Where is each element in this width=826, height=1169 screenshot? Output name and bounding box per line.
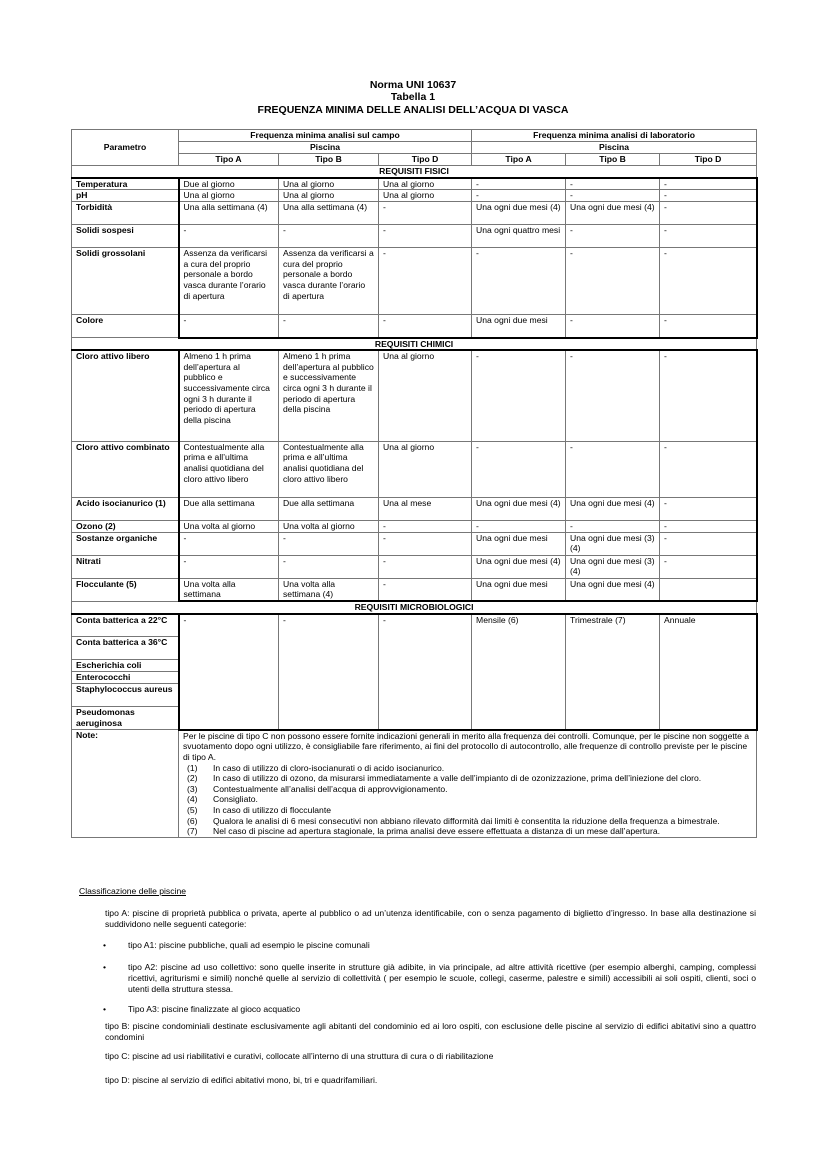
cell: -: [660, 225, 757, 248]
cell: -: [279, 532, 379, 555]
cell: -: [379, 555, 472, 578]
cell: Una ogni due mesi (4): [472, 202, 566, 225]
cell: Una volta al giorno: [279, 520, 379, 532]
note-number: (1): [187, 762, 198, 773]
param-name: Cloro attivo libero: [72, 350, 179, 441]
lab-tipo-a: Tipo A: [472, 154, 566, 166]
note-number: (2): [187, 773, 198, 784]
cell: Una alla settimana (4): [179, 202, 279, 225]
param-header: Parametro: [72, 130, 179, 166]
cell: [660, 578, 757, 601]
cell: -: [660, 532, 757, 555]
table-row: [72, 614, 757, 637]
note-number: (3): [187, 783, 198, 794]
cell: -: [566, 520, 660, 532]
param-name: Solidi sospesi: [72, 225, 179, 248]
table-title: FREQUENZA MINIMA DELLE ANALISI DELL’ACQUA DI VASCA: [257, 104, 569, 116]
cell: Una ogni due mesi (4): [472, 497, 566, 520]
cell: -: [379, 532, 472, 555]
param-name: Temperatura: [72, 178, 179, 190]
table-row: [72, 248, 757, 315]
cell: Una al giorno: [379, 441, 472, 497]
campo-tipo-b: Tipo B: [279, 154, 379, 166]
note-text: Qualora le analisi di 6 mesi consecutivi non abbiano rilevato difformità dai limiti è consentita la riduzione della frequenza a bimestrale.: [213, 815, 720, 826]
cell: -: [279, 225, 379, 248]
note-item: [183, 826, 752, 837]
cell: Una ogni due mesi (4): [566, 578, 660, 601]
cell: -: [566, 350, 660, 441]
classification-title: Classificazione delle piscine: [79, 886, 186, 896]
table-row: [72, 178, 757, 190]
cell: Mensile (6): [472, 614, 566, 730]
cell: Una ogni due mesi: [472, 578, 566, 601]
table-number: Tabella 1: [390, 91, 436, 103]
tipo-b-paragraph: tipo B: piscine condominiali destinate esclusivamente agli abitanti del condominio ed ai loro ospiti, con esclusione delle piscine al servizio di edifici abitativi sino a quattro condomini: [105, 1021, 756, 1042]
cell: -: [179, 614, 279, 730]
cell: -: [660, 315, 757, 338]
param-name: Torbidità: [72, 202, 179, 225]
cell: -: [179, 532, 279, 555]
cell: -: [379, 315, 472, 338]
param-name: Pseudomonas aeruginosa: [72, 707, 179, 730]
note-text: Nel caso di piscine ad apertura stagionale, la prima analisi deve essere effettuata a distanza di un mese dall’apertura.: [213, 826, 660, 837]
tipo-a1-paragraph: tipo A1: piscine pubbliche, quali ad esempio le piscine comunali: [128, 940, 370, 950]
cell: Una ogni quattro mesi: [472, 225, 566, 248]
cell: -: [379, 248, 472, 315]
cell: -: [279, 555, 379, 578]
cell: Una al mese: [379, 497, 472, 520]
tipo-a3-paragraph: Tipo A3: piscine finalizzate al gioco acquatico: [128, 1004, 301, 1014]
notes-label: Note:: [72, 730, 179, 837]
cell: Una ogni due mesi (4): [566, 202, 660, 225]
cell: Una al giorno: [279, 190, 379, 202]
cell: -: [472, 178, 566, 190]
table-row: [72, 555, 757, 578]
tipo-c-paragraph: tipo C: piscine ad usi riabilitativi e curativi, collocate all’interno di una struttura di cura o di riabilitazione: [105, 1051, 494, 1061]
campo-header: Frequenza minima analisi sul campo: [179, 130, 472, 142]
norm-title: Norma UNI 10637: [369, 79, 457, 91]
note-text: Contestualmente all’analisi dell’acqua di approvvigionamento.: [213, 783, 448, 794]
table-row: [72, 190, 757, 202]
param-name: Sostanze organiche: [72, 532, 179, 555]
table-row: [72, 578, 757, 601]
lab-tipo-d: Tipo D: [660, 154, 757, 166]
cell: Una al giorno: [179, 190, 279, 202]
cell: Una volta alla settimana (4): [279, 578, 379, 601]
cell: Assenza da verificarsi a cura del proprio personale a bordo vasca durante l’orario di apertura: [279, 248, 379, 315]
cell: -: [472, 350, 566, 441]
cell: Una alla settimana (4): [279, 202, 379, 225]
note-number: (6): [187, 815, 198, 826]
note-number: (5): [187, 805, 198, 816]
cell: -: [660, 497, 757, 520]
note-item: [183, 763, 752, 774]
note-text: Consigliato.: [213, 794, 258, 805]
cell: Due alla settimana: [279, 497, 379, 520]
cell: Una ogni due mesi (3) (4): [566, 555, 660, 578]
cell: Una al giorno: [379, 190, 472, 202]
note-number: (4): [187, 794, 198, 805]
cell: -: [566, 441, 660, 497]
table-row: [72, 441, 757, 497]
cell: Due al giorno: [179, 178, 279, 190]
param-name: Escherichia coli: [72, 660, 179, 672]
campo-tipo-d: Tipo D: [379, 154, 472, 166]
cell: -: [566, 178, 660, 190]
table-row: [72, 225, 757, 248]
cell: -: [566, 190, 660, 202]
table-row: [72, 497, 757, 520]
cell: -: [179, 225, 279, 248]
table-row: [72, 532, 757, 555]
tipo-a-paragraph: tipo A: piscine di proprietà pubblica o privata, aperte al pubblico o ad un’utenza identificabile, con o senza pagamento di biglietto d’ingresso. In base alla destinazione si suddividono nelle seguenti categorie:: [105, 908, 756, 929]
cell: Una volta al giorno: [179, 520, 279, 532]
bullet-icon: •: [103, 1004, 107, 1014]
table-row: [72, 315, 757, 338]
section-chimici: REQUISITI CHIMICI: [72, 338, 757, 351]
table-row: [72, 350, 757, 441]
cell: -: [660, 202, 757, 225]
lab-tipo-b: Tipo B: [566, 154, 660, 166]
cell: Una ogni due mesi (4): [472, 555, 566, 578]
cell: Una al giorno: [279, 178, 379, 190]
param-name: Colore: [72, 315, 179, 338]
cell: Almeno 1 h prima dell’apertura al pubblico e successivamente circa ogni 3 h durante il periodo di apertura della piscina: [279, 350, 379, 441]
cell: Trimestrale (7): [566, 614, 660, 730]
note-item: [183, 784, 752, 795]
campo-piscina: Piscina: [179, 142, 472, 154]
cell: -: [660, 178, 757, 190]
lab-piscina: Piscina: [472, 142, 757, 154]
cell: -: [566, 225, 660, 248]
cell: -: [472, 190, 566, 202]
notes-content: [179, 730, 757, 837]
cell: Una ogni due mesi (3) (4): [566, 532, 660, 555]
cell: -: [472, 248, 566, 315]
cell: Una ogni due mesi: [472, 315, 566, 338]
cell: Contestualmente alla prima e all’ultima analisi quotidiana del cloro attivo libero: [279, 441, 379, 497]
cell: Una ogni due mesi: [472, 532, 566, 555]
param-name: Conta batterica a 36°C: [72, 637, 179, 660]
tipo-d-paragraph: tipo D: piscine al servizio di edifici abitativi mono, bi, tri e quadrifamiliari.: [105, 1075, 378, 1085]
table-row: [72, 520, 757, 532]
bullet-icon: •: [103, 962, 107, 972]
cell: Contestualmente alla prima e all’ultima analisi quotidiana del cloro attivo libero: [179, 441, 279, 497]
note-item: [183, 805, 752, 816]
cell: -: [660, 555, 757, 578]
cell: Una al giorno: [379, 178, 472, 190]
note-item: [183, 816, 752, 827]
param-name: Staphylococcus aureus: [72, 684, 179, 707]
cell: Una ogni due mesi (4): [566, 497, 660, 520]
param-name: Ozono (2): [72, 520, 179, 532]
note-text: In caso di utilizzo di ozono, da misurarsi immediatamente a valle dell’impianto di de ozonizzazione, prima dell’iniezione del cloro.: [213, 773, 702, 784]
cell: Almeno 1 h prima dell’apertura al pubblico e successivamente circa ogni 3 h durante il periodo di apertura della piscina: [179, 350, 279, 441]
cell: -: [472, 441, 566, 497]
section-fisici: REQUISITI FISICI: [72, 166, 757, 178]
cell: -: [279, 614, 379, 730]
cell: -: [379, 225, 472, 248]
cell: -: [379, 614, 472, 730]
param-name: pH: [72, 190, 179, 202]
param-name: Enterococchi: [72, 672, 179, 684]
param-name: Nitrati: [72, 555, 179, 578]
tipo-a2-paragraph: tipo A2: piscine ad uso collettivo: sono quelle inserite in strutture già adibite, in via principale, ad altre attività ricettive (per esempio alberghi, camping, complessi ricettivi, agriturismi e simili) nonché quelle al servizio di collettività ( per esempio le scuole, collegi, caserme, palestre e simili) accessibili ai soli ospiti, clienti, soci o utenti della struttura stessa.: [128, 962, 756, 994]
param-name: Conta batterica a 22°C: [72, 614, 179, 637]
cell: -: [179, 555, 279, 578]
cell: -: [660, 350, 757, 441]
cell: Annuale: [660, 614, 757, 730]
cell: -: [379, 202, 472, 225]
cell: Una volta alla settimana: [179, 578, 279, 601]
cell: Due alla settimana: [179, 497, 279, 520]
frequency-table: [71, 129, 758, 838]
cell: Una al giorno: [379, 350, 472, 441]
notes-list: [183, 763, 752, 837]
cell: -: [566, 315, 660, 338]
note-text: In caso di utilizzo di cloro-isocianurati o di acido isocianurico.: [213, 762, 445, 773]
param-name: Solidi grossolani: [72, 248, 179, 315]
cell: -: [566, 248, 660, 315]
notes-intro: Per le piscine di tipo C non possono essere fornite indicazioni generali in merito alla frequenza dei controlli. Comunque, per le piscine non soggette a svuotamento dopo ogni utilizzo, è consigliabile fare riferimento, ai fini del protocollo di autocontrollo, alle frequenze di controllo previste per le piscine di tipo A.: [183, 730, 750, 763]
cell: -: [660, 248, 757, 315]
notes-row: [72, 730, 757, 837]
param-name: Cloro attivo combinato: [72, 441, 179, 497]
cell: -: [379, 520, 472, 532]
cell: -: [179, 315, 279, 338]
bullet-icon: •: [103, 940, 107, 950]
cell: -: [660, 190, 757, 202]
cell: -: [472, 520, 566, 532]
note-number: (7): [187, 826, 198, 837]
note-item: [183, 794, 752, 805]
note-text: In caso di utilizzo di flocculante: [213, 805, 331, 816]
cell: -: [660, 441, 757, 497]
param-name: Acido isocianurico (1): [72, 497, 179, 520]
cell: -: [279, 315, 379, 338]
param-name: Flocculante (5): [72, 578, 179, 601]
lab-header: Frequenza minima analisi di laboratorio: [472, 130, 757, 142]
cell: Assenza da verificarsi a cura del proprio personale a bordo vasca durante l’orario di apertura: [179, 248, 279, 315]
campo-tipo-a: Tipo A: [179, 154, 279, 166]
note-item: [183, 773, 752, 784]
cell: -: [660, 520, 757, 532]
table-row: [72, 202, 757, 225]
section-micro: REQUISITI MICROBIOLOGICI: [72, 601, 757, 614]
cell: -: [379, 578, 472, 601]
